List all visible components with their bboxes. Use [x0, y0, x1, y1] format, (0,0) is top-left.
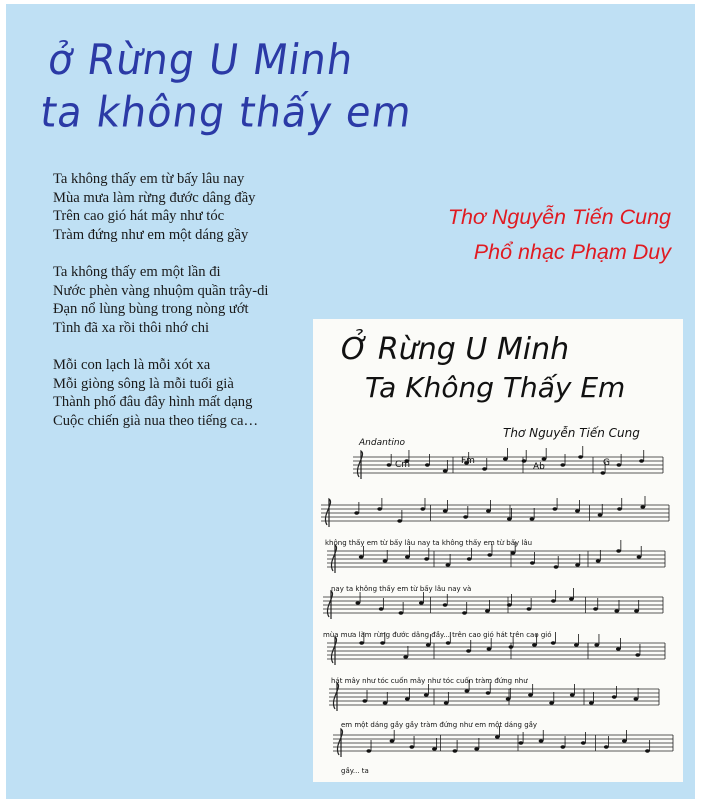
notes: [354, 446, 650, 753]
note-head: [503, 457, 508, 460]
score-title-2: Ta Không Thấy Em: [365, 371, 626, 404]
composer-credit: Phổ nhạc Phạm Duy: [473, 240, 671, 264]
note-head: [403, 655, 408, 658]
note-head: [575, 509, 580, 512]
note-head: [528, 693, 533, 696]
note-head: [383, 559, 388, 562]
note-head: [518, 741, 523, 744]
poem-line: Nước phèn vàng nhuộm quần trây-di: [53, 282, 269, 299]
poem-line: Thành phố đâu đây hình mất dạng: [53, 394, 253, 411]
sheet-music-image: [313, 319, 683, 782]
note-head: [596, 559, 601, 562]
poem-line: Mỗi giòng sông là mỗi tuổi già: [53, 375, 234, 392]
note-head: [420, 507, 425, 510]
note-head: [426, 643, 431, 646]
note-head: [612, 695, 617, 698]
stanza-2: [53, 263, 268, 337]
poem-line: Mùa mưa làm rừng đước dâng đầy: [53, 189, 256, 206]
credits: [448, 200, 671, 270]
note-head: [637, 555, 642, 558]
note-head: [446, 641, 451, 644]
note-head: [554, 565, 559, 568]
note-head: [443, 509, 448, 512]
note-head: [578, 455, 583, 458]
note-head: [574, 643, 579, 646]
note-head: [485, 609, 490, 612]
note-head: [362, 699, 367, 702]
note-head: [507, 603, 512, 606]
poem-line: Trên cao gió hát mây như tóc: [53, 208, 225, 225]
note-head: [594, 643, 599, 646]
note-head: [640, 505, 645, 508]
note-head: [549, 701, 554, 704]
chord-symbol: Ab: [533, 462, 545, 472]
song-title: [37, 34, 423, 139]
score-title-1: Ở Rừng U Minh: [341, 332, 570, 367]
note-head: [575, 563, 580, 566]
poet-credit: Thơ Nguyễn Tiến Cung: [447, 205, 671, 229]
note-head: [462, 611, 467, 614]
score-lyric: không thấy em từ bấy lâu nay ta không thấy em từ bấy lâu: [325, 539, 533, 547]
score-lyric: gầy... ta: [341, 767, 369, 775]
note-head: [354, 511, 359, 514]
note-head: [405, 555, 410, 558]
note-head: [379, 607, 384, 610]
note-head: [600, 471, 605, 474]
note-head: [377, 507, 382, 510]
chord-symbol: Fm: [461, 456, 475, 466]
note-head: [617, 507, 622, 510]
note-head: [532, 643, 537, 646]
title-line-1: ở Rừng U Minh: [44, 36, 357, 85]
score-tempo: Andantino: [359, 438, 406, 448]
note-head: [616, 647, 621, 650]
note-head: [560, 745, 565, 748]
note-head: [487, 647, 492, 650]
note-head: [635, 653, 640, 656]
poem-line: Cuộc chiến già nua theo tiếng ca…: [53, 412, 259, 429]
note-head: [424, 557, 429, 560]
note-head: [639, 459, 644, 462]
note-head: [444, 701, 449, 704]
note-head: [604, 745, 609, 748]
stanza-3: [53, 356, 268, 430]
note-head: [482, 467, 487, 470]
note-head: [530, 561, 535, 564]
note-head: [570, 693, 575, 696]
note-head: [486, 509, 491, 512]
note-head: [509, 645, 514, 648]
note-head: [467, 557, 472, 560]
note-head: [405, 697, 410, 700]
note-head: [443, 469, 448, 472]
note-head: [452, 749, 457, 752]
note-head: [522, 459, 527, 462]
note-head: [486, 691, 491, 694]
note-head: [527, 607, 532, 610]
note-head: [463, 515, 468, 518]
note-head: [552, 507, 557, 510]
chord-symbol: G: [603, 458, 610, 468]
poem-line: Đạn nổ lùng bùng trong nòng ướt: [53, 301, 249, 318]
poem-line: Tràm đứng như em một dáng gầy: [53, 226, 249, 243]
note-head: [397, 519, 402, 522]
note-head: [425, 463, 430, 466]
note-head: [466, 649, 471, 652]
sheet-music-drawing: [313, 319, 683, 782]
note-head: [560, 463, 565, 466]
note-head: [634, 609, 639, 612]
note-head: [366, 749, 371, 752]
note-head: [542, 457, 547, 460]
note-head: [359, 555, 364, 558]
poem-line: Ta không thấy em từ bấy lâu nay: [53, 171, 245, 187]
title-line-2: ta không thấy em: [37, 88, 416, 137]
note-head: [390, 739, 395, 742]
note-head: [539, 739, 544, 742]
score-lyric: nay ta không thấy em từ bấy lâu nay và: [331, 585, 472, 593]
note-head: [616, 549, 621, 552]
note-head: [645, 749, 650, 752]
note-head: [581, 741, 586, 744]
note-head: [424, 693, 429, 696]
note-head: [474, 747, 479, 750]
note-head: [551, 599, 556, 602]
note-head: [634, 697, 639, 700]
note-head: [598, 513, 603, 516]
note-head: [383, 701, 388, 704]
score-credit: Thơ Nguyễn Tiến Cung: [503, 426, 640, 440]
note-head: [432, 747, 437, 750]
poem-line: Ta không thấy em một lần đi: [53, 263, 221, 280]
note-head: [495, 735, 500, 738]
note-head: [506, 697, 511, 700]
score-lyric: hát mây như tóc cuốn mây như tóc cuốn tràm đứng như: [331, 677, 528, 685]
note-head: [551, 641, 556, 644]
poem-line: Tình đã xa rồi thôi nhớ chi: [53, 319, 210, 336]
note-head: [465, 689, 470, 692]
note-head: [419, 601, 424, 604]
note-head: [614, 609, 619, 612]
note-head: [399, 611, 404, 614]
poem: [53, 170, 268, 449]
note-head: [589, 701, 594, 704]
note-head: [355, 601, 360, 604]
score-lyric: mùa mưa làm rừng đước dâng đầy... trên cao gió hát trên cao gió: [323, 631, 552, 639]
note-head: [593, 607, 598, 610]
note-head: [359, 641, 364, 644]
staves: [321, 451, 673, 757]
note-head: [569, 597, 574, 600]
note-head: [622, 739, 627, 742]
note-head: [511, 551, 516, 554]
note-head: [507, 517, 512, 520]
note-head: [487, 553, 492, 556]
note-head: [387, 463, 392, 466]
score-lyric: em một dáng gầy gầy tràm đứng như em một dáng gầy: [341, 721, 538, 729]
note-head: [380, 641, 385, 644]
poem-line: Mỗi con lạch là mỗi xót xa: [53, 356, 211, 373]
note-head: [530, 517, 535, 520]
note-head: [443, 603, 448, 606]
chord-symbol: Cm: [395, 460, 411, 470]
note-head: [409, 745, 414, 748]
note-head: [445, 563, 450, 566]
note-head: [617, 463, 622, 466]
stanza-1: [53, 170, 268, 244]
